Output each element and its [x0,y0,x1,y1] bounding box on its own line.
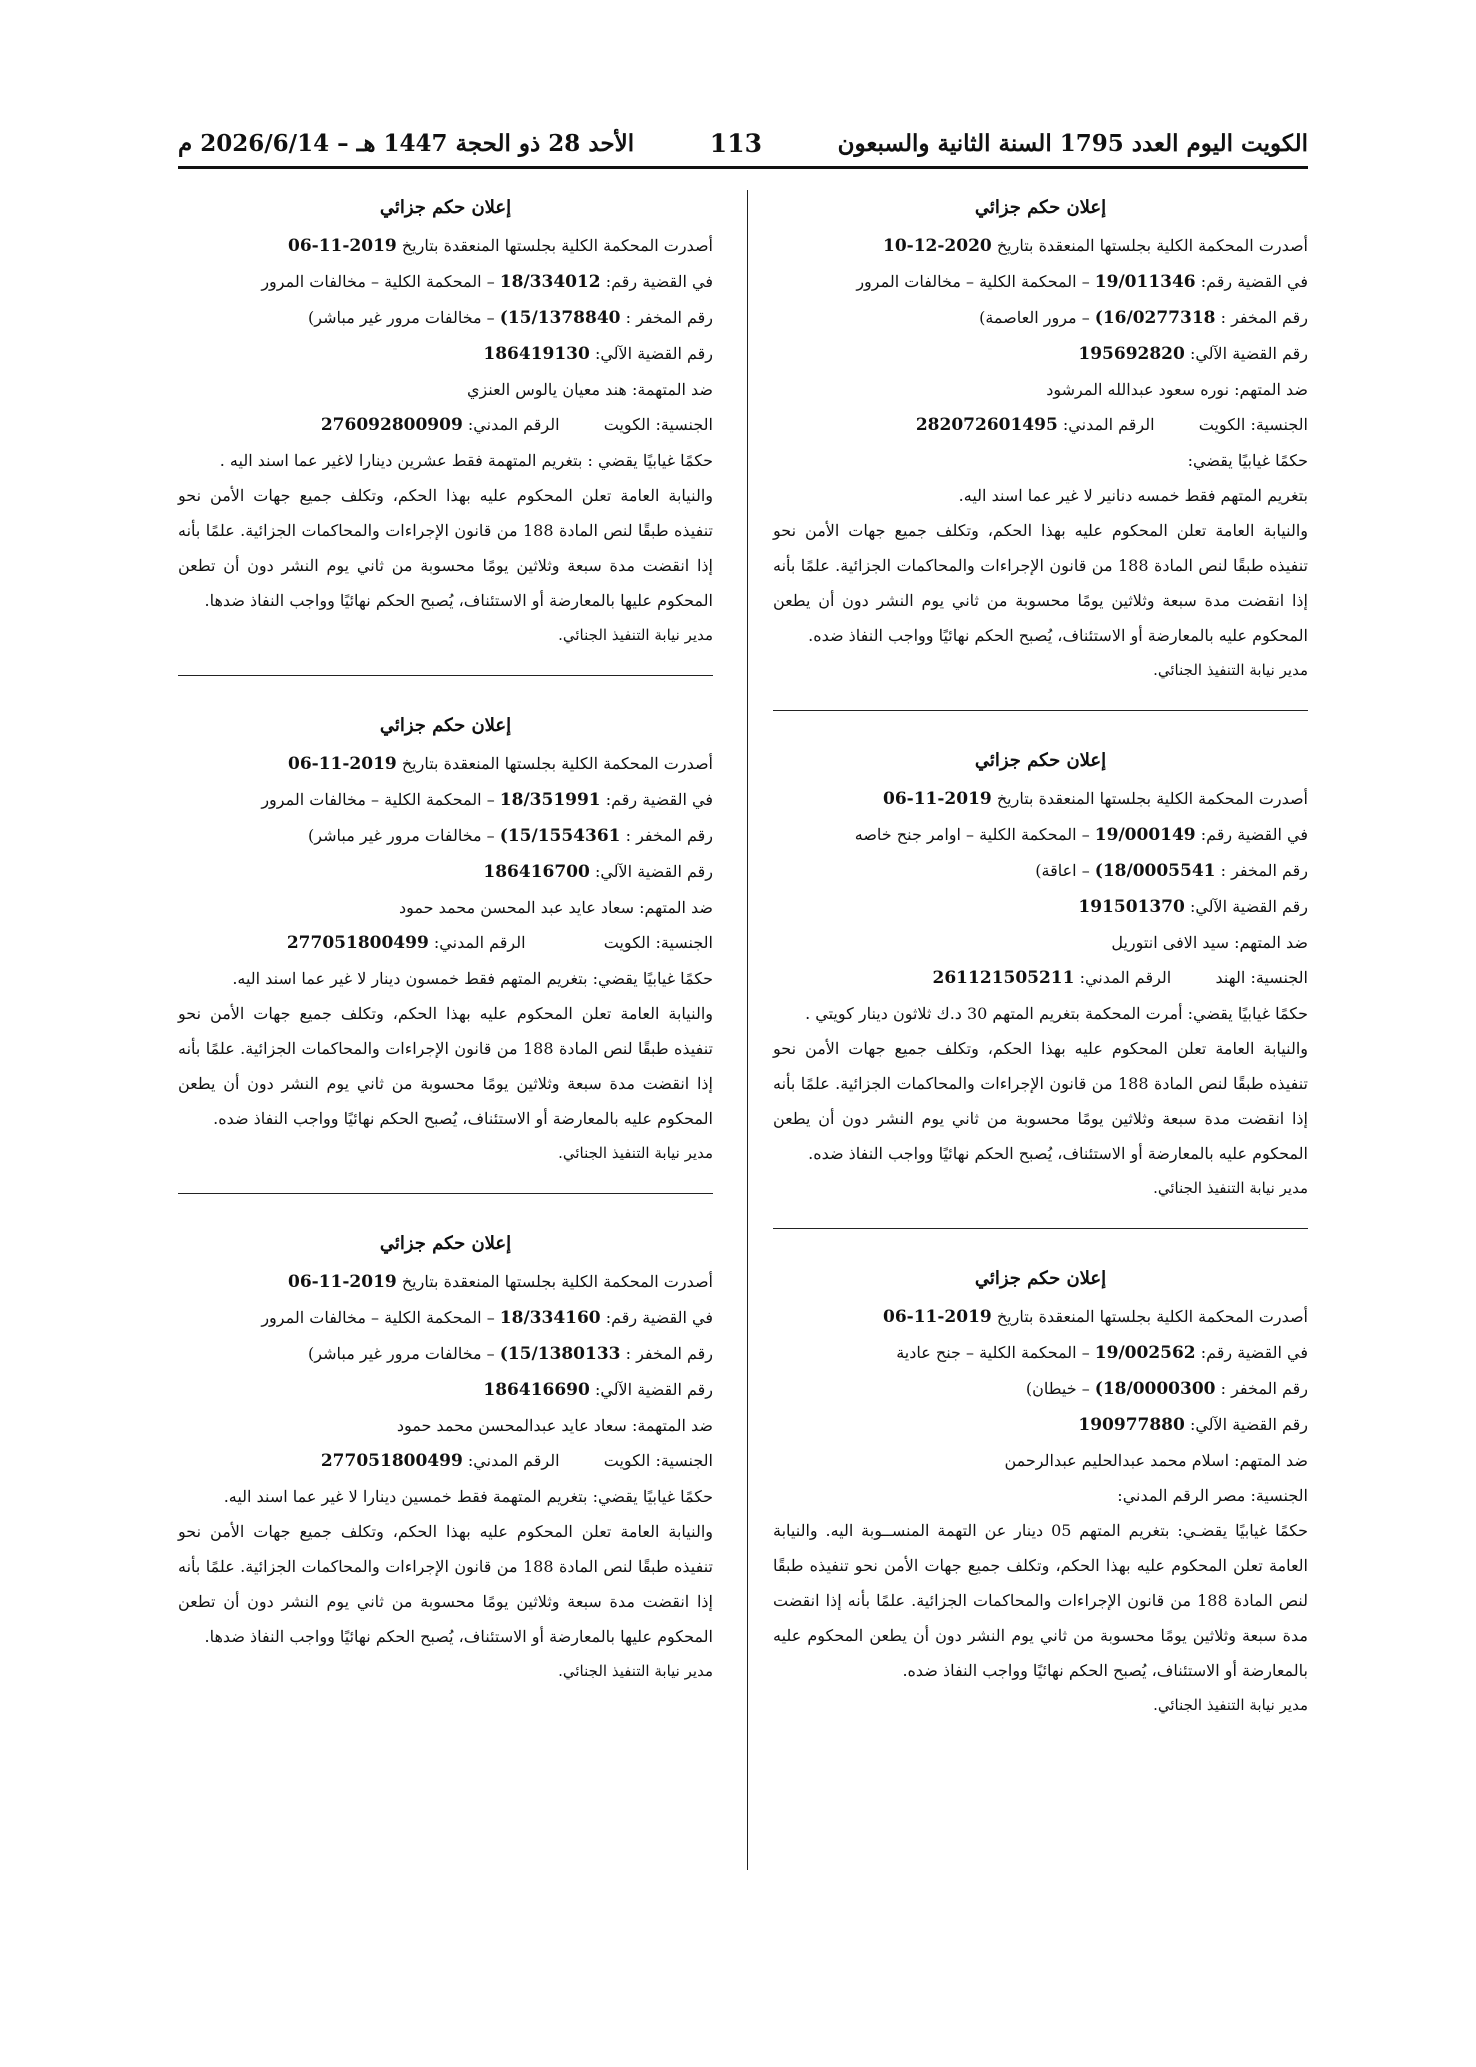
accused-name: سعاد عايد عبدالمحسن محمد حمود [396,1416,627,1435]
police-line: رقم المخفر : (15/1380133 – مخالفات مرور غير مباشر) [308,1344,713,1364]
verdict: حكمًا غيابيًا يقضي : بتغريم المتهمة فقط عشرين دينارا لاغير عما اسند اليه . [219,451,713,470]
right-column [773,190,1308,1723]
civil-id: 277051800499 [320,1451,463,1471]
accused-line: ضد المتهم: اسلام محمد عبدالحليم عبدالرحمن [1004,1451,1308,1470]
hearing-date: 06-11-2019 [883,1307,992,1327]
case-desc: – المحكمة الكلية – مخالفات المرور [261,790,495,809]
notice-title: إعلان حكم جزائي [974,1268,1107,1289]
auto-line: رقم القضية الآلي: 186416690 [483,1380,713,1400]
auto-number: 186419130 [483,344,590,364]
verdict: حكمًا غيابيًا يقضي: بتغريم المتهمة فقط خمسين دينارا لا غير عما اسند اليه. [223,1487,713,1506]
case-number: 18/351991 [499,790,601,810]
police-desc: – مخالفات مرور غير مباشر) [308,1344,495,1363]
notice [178,190,713,653]
case-line: في القضية رقم: 19/000149 – المحكمة الكلية – اوامر جنح خاصه [854,825,1308,845]
auto-line: رقم القضية الآلي: 186419130 [483,344,713,364]
notice-title: إعلان حكم جزائي [379,715,512,736]
case-line: في القضية رقم: 19/002562 – المحكمة الكلية – جنح عادية [896,1343,1308,1363]
nationality: الكويت [1198,415,1246,434]
case-line: في القضية رقم: 18/334012 – المحكمة الكلية – مخالفات المرور [261,272,713,292]
accused-name: نوره سعود عبدالله المرشود [1046,380,1230,399]
nationality: الكويت [603,933,651,952]
notice-body: والنيابة العامة تعلن المحكوم عليه بهذا الحكم، وتكلف جميع جهات الأمن نحو تنفيذه طبقًا لنص المادة 188 من قانون الإجراءات والمحاكمات الجزائية. علمًا بأنه إذا انقضت مدة سبعة وثلاثين يومًا محسوبة من ثاني يوم النشر دون أن يطعن المحكوم عليه بالمعارضة أو الاستئناف، يُصبح الحكم نهائيًا وواجب النفاذ ضده. [178,1004,714,1128]
police-desc: – مرور العاصمة) [979,308,1090,327]
verdict: حكمًا غيابيًا يقضي: بتغريم المتهم فقط خمسون دينار لا غير عما اسند اليه. [232,969,713,988]
column-divider [747,190,748,1870]
civil-id: 261121505211 [932,968,1075,988]
verdict-intro: حكمًا غيابيًا يقضي: [1187,451,1308,470]
signature: مدير نيابة التنفيذ الجنائي. [1153,661,1308,679]
hearing-date: 06-11-2019 [883,789,992,809]
auto-number: 186416700 [483,862,590,882]
civil-id: 277051800499 [286,933,429,953]
police-number: (18/0000300 [1094,1379,1216,1399]
issued-line: أصدرت المحكمة الكلية بجلستها المنعقدة بتاريخ 06-11-2019 [288,236,713,256]
notice-body: والنيابة العامة تعلن المحكوم عليه بهذا الحكم، وتكلف جميع جهات الأمن نحو تنفيذه طبقًا لنص المادة 188 من قانون الإجراءات والمحاكمات الجزائية. علمًا بأنه إذا انقضت مدة سبعة وثلاثين يومًا محسوبة من ثاني يوم النشر دون أن يطعن المحكوم عليه بالمعارضة أو الاستئناف، يُصبح الحكم نهائيًا وواجب النفاذ ضده. [773,521,1309,645]
case-number: 18/334012 [499,272,601,292]
signature: مدير نيابة التنفيذ الجنائي. [1153,1179,1308,1197]
issued-line: أصدرت المحكمة الكلية بجلستها المنعقدة بتاريخ 06-11-2019 [883,789,1308,809]
case-line: في القضية رقم: 18/334160 – المحكمة الكلية – مخالفات المرور [261,1308,713,1328]
case-desc: – المحكمة الكلية – مخالفات المرور [261,272,495,291]
notice [773,1261,1308,1723]
civil-id: 276092800909 [320,415,463,435]
nationality-line: الجنسية: الكويت الرقم المدني: 277051800499 [286,933,713,953]
hearing-date: 10-12-2020 [883,236,992,256]
case-number: 19/011346 [1094,272,1196,292]
signature: مدير نيابة التنفيذ الجنائي. [558,1662,713,1680]
issued-line: أصدرت المحكمة الكلية بجلستها المنعقدة بتاريخ 10-12-2020 [883,236,1308,256]
nationality-line: الجنسية: الكويت الرقم المدني: 277051800499 [320,1451,713,1471]
auto-number: 190977880 [1078,1415,1185,1435]
nationality: الكويت [603,415,651,434]
notice-separator [773,1228,1308,1229]
auto-line: رقم القضية الآلي: 195692820 [1078,344,1308,364]
page-number: 113 [709,128,762,158]
police-line: رقم المخفر : (18/0005541 – اعاقة) [1035,861,1308,881]
police-line: رقم المخفر : (15/1554361 – مخالفات مرور غير مباشر) [308,826,713,846]
accused-name: هند معيان يالوس العنزي [466,380,627,399]
notice-title: إعلان حكم جزائي [379,1233,512,1254]
auto-number: 195692820 [1078,344,1185,364]
case-number: 19/002562 [1094,1343,1196,1363]
notice-body: والنيابة العامة تعلن المحكوم عليه بهذا الحكم، وتكلف جميع جهات الأمن نحو تنفيذه طبقًا لنص المادة 188 من قانون الإجراءات والمحاكمات الجزائية. علمًا بأنه إذا انقضت مدة سبعة وثلاثين يومًا محسوبة من ثاني يوم النشر دون أن يطعن المحكوم عليه بالمعارضة أو الاستئناف، يُصبح الحكم نهائيًا وواجب النفاذ ضده. [773,1521,1309,1680]
verdict: حكمًا غيابيًا يقضي: أمرت المحكمة بتغريم المتهم 30 د.ك ثلاثون دينار كويتي . [805,1004,1308,1023]
nationality-line: الجنسية: مصر الرقم المدني: [1117,1486,1308,1505]
issued-line: أصدرت المحكمة الكلية بجلستها المنعقدة بتاريخ 06-11-2019 [883,1307,1308,1327]
nationality: مصر [1214,1486,1246,1505]
notice [178,1226,713,1689]
notice-body: والنيابة العامة تعلن المحكوم عليه بهذا الحكم، وتكلف جميع جهات الأمن نحو تنفيذه طبقًا لنص المادة 188 من قانون الإجراءات والمحاكمات الجزائية. علمًا بأنه إذا انقضت مدة سبعة وثلاثين يومًا محسوبة من ثاني يوم النشر دون أن تطعن المحكوم عليها بالمعارضة أو الاستئناف، يُصبح الحكم نهائيًا وواجب النفاذ ضدها. [178,486,714,610]
signature: مدير نيابة التنفيذ الجنائي. [558,626,713,644]
notice-separator [773,710,1308,711]
accused-name: سيد الافى انتوريل [1111,933,1230,952]
auto-number: 191501370 [1078,897,1185,917]
notice [178,708,713,1171]
case-desc: – المحكمة الكلية – اوامر جنح خاصه [854,825,1090,844]
accused-line: ضد المتهم: سعاد عايد عبد المحسن محمد حمود [398,898,713,917]
auto-number: 186416690 [483,1380,590,1400]
police-number: (16/0277318 [1094,308,1216,328]
nationality: الكويت [603,1451,651,1470]
accused-line: ضد المتهمة: هند معيان يالوس العنزي [466,380,713,399]
case-desc: – المحكمة الكلية – مخالفات المرور [261,1308,495,1327]
notice-body: والنيابة العامة تعلن المحكوم عليه بهذا الحكم، وتكلف جميع جهات الأمن نحو تنفيذه طبقًا لنص المادة 188 من قانون الإجراءات والمحاكمات الجزائية. علمًا بأنه إذا انقضت مدة سبعة وثلاثين يومًا محسوبة من ثاني يوم النشر دون أن تطعن المحكوم عليها بالمعارضة أو الاستئناف، يُصبح الحكم نهائيًا وواجب النفاذ ضدها. [178,1522,714,1646]
notice-title: إعلان حكم جزائي [379,197,512,218]
police-number: (15/1378840 [499,308,621,328]
police-desc: – مخالفات مرور غير مباشر) [308,826,495,845]
notice-title: إعلان حكم جزائي [974,750,1107,771]
police-number: (18/0005541 [1094,861,1216,881]
verdict: حكمًا غيابيًا يقضـي: بتغريم المتهم 05 دينار عن التهمة المنســوبة اليه. [825,1521,1309,1540]
signature: مدير نيابة التنفيذ الجنائي. [1153,1696,1308,1714]
police-number: (15/1554361 [499,826,621,846]
police-line: رقم المخفر : (18/0000300 – خيطان) [1025,1379,1308,1399]
police-line: رقم المخفر : (16/0277318 – مرور العاصمة) [979,308,1308,328]
accused-line: ضد المتهمة: سعاد عايد عبدالمحسن محمد حمود [396,1416,713,1435]
hearing-date: 06-11-2019 [288,1272,397,1292]
case-line: في القضية رقم: 18/351991 – المحكمة الكلية – مخالفات المرور [261,790,713,810]
case-number: 19/000149 [1094,825,1196,845]
civil-id: 282072601495 [915,415,1058,435]
police-desc: – اعاقة) [1035,861,1090,880]
issued-line: أصدرت المحكمة الكلية بجلستها المنعقدة بتاريخ 06-11-2019 [288,754,713,774]
nationality-line: الجنسية: الهند الرقم المدني: 261121505211 [932,968,1308,988]
header-date: الأحد 28 ذو الحجة 1447 هـ – 2026/6/14 م [178,129,635,157]
notice-separator [178,675,713,676]
accused-name: سعاد عايد عبد المحسن محمد حمود [398,898,635,917]
case-desc: – المحكمة الكلية – مخالفات المرور [856,272,1090,291]
police-desc: – خيطان) [1025,1379,1090,1398]
page-header [178,118,1308,168]
nationality-line: الجنسية: الكويت الرقم المدني: 282072601495 [915,415,1308,435]
accused-name: اسلام محمد عبدالحليم عبدالرحمن [1004,1451,1230,1470]
auto-line: رقم القضية الآلي: 191501370 [1078,897,1308,917]
accused-line: ضد المتهم: نوره سعود عبدالله المرشود [1046,380,1308,399]
police-line: رقم المخفر : (15/1378840 – مخالفات مرور غير مباشر) [308,308,713,328]
nationality: الهند [1215,968,1246,987]
accused-line: ضد المتهم: سيد الافى انتوريل [1111,933,1308,952]
police-desc: – مخالفات مرور غير مباشر) [308,308,495,327]
verdict: بتغريم المتهم فقط خمسه دنانير لا غير عما اسند اليه. [958,486,1308,505]
case-desc: – المحكمة الكلية – جنح عادية [896,1343,1090,1362]
header-rule [178,166,1308,169]
case-number: 18/334160 [499,1308,601,1328]
auto-line: رقم القضية الآلي: 186416700 [483,862,713,882]
signature: مدير نيابة التنفيذ الجنائي. [558,1144,713,1162]
left-column [178,190,713,1689]
hearing-date: 06-11-2019 [288,236,397,256]
hearing-date: 06-11-2019 [288,754,397,774]
auto-line: رقم القضية الآلي: 190977880 [1078,1415,1308,1435]
police-number: (15/1380133 [499,1344,621,1364]
header-publication: الكويت اليوم العدد 1795 السنة الثانية والسبعون [837,129,1308,157]
notice [773,743,1308,1206]
notice [773,190,1308,688]
issued-line: أصدرت المحكمة الكلية بجلستها المنعقدة بتاريخ 06-11-2019 [288,1272,713,1292]
notice-separator [178,1193,713,1194]
notice-body: والنيابة العامة تعلن المحكوم عليه بهذا الحكم، وتكلف جميع جهات الأمن نحو تنفيذه طبقًا لنص المادة 188 من قانون الإجراءات والمحاكمات الجزائية. علمًا بأنه إذا انقضت مدة سبعة وثلاثين يومًا محسوبة من ثاني يوم النشر دون أن يطعن المحكوم عليه بالمعارضة أو الاستئناف، يُصبح الحكم نهائيًا وواجب النفاذ ضده. [773,1039,1309,1163]
notice-title: إعلان حكم جزائي [974,197,1107,218]
nationality-line: الجنسية: الكويت الرقم المدني: 276092800909 [320,415,713,435]
case-line: في القضية رقم: 19/011346 – المحكمة الكلية – مخالفات المرور [856,272,1308,292]
